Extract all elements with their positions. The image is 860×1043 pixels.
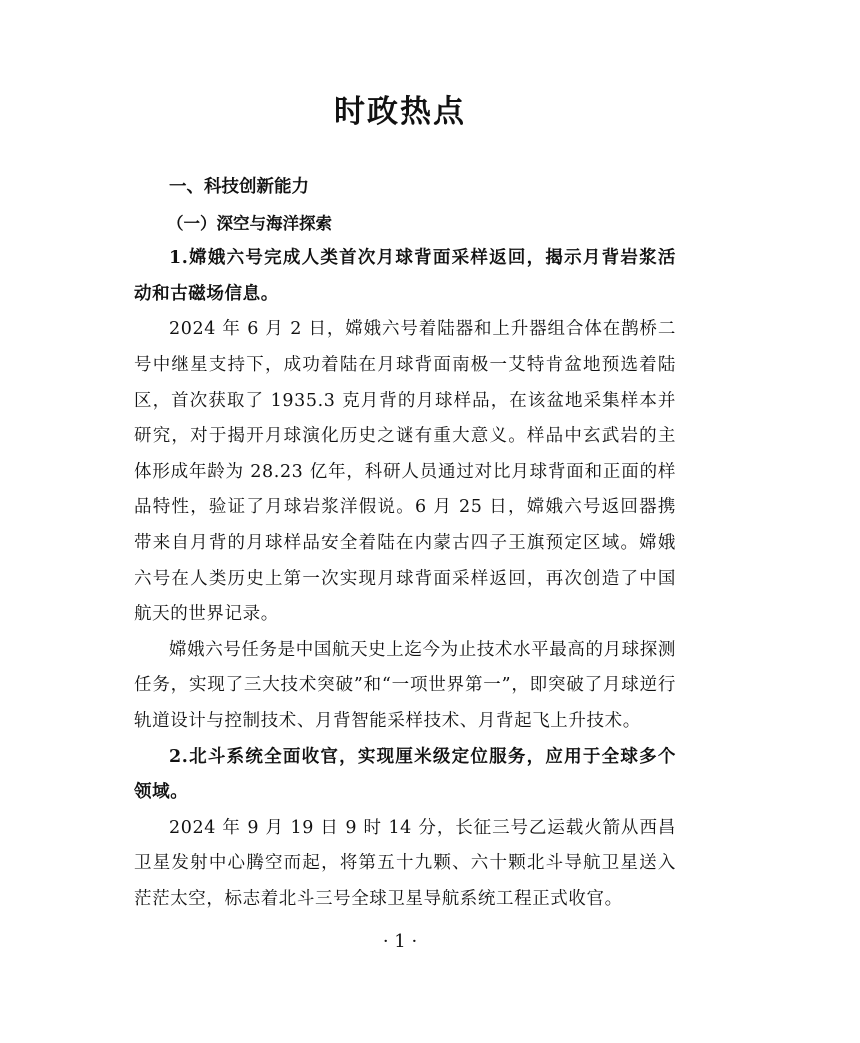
paragraph: 2024 年 9 月 19 日 9 时 14 分，长征三号乙运载火箭从西昌卫星发射中心腾空而起，将第五十九颗、六十颗北斗导航卫星送入茫茫太空，标志着北斗三号全球卫星导航系统工程正式收官。: [134, 817, 676, 909]
paragraph: 2024 年 6 月 2 日，嫦娥六号着陆器和上升器组合体在鹊桥二号中继星支持下，成功着陆在月球背面南极一艾特肯盆地预选着陆区，首次获取了 1935.3 克月背的月球样品，在该盆地采集样本并研究，对于揭开月球演化历史之谜有重大意义。样品中玄武岩的主体形成年龄为 28.23 亿年，科研人员通过对比月球背面和正面的样品特性，验证了月球岩浆洋假说。6 月 25 日，嫦娥六号返回器携带来自月背的月球样品安全着陆在内蒙古四子王旗预定区域。嫦娥六号在人类历史上第一次实现月球背面采样返回，再次创造了中国航天的世界记录。: [134, 319, 676, 625]
item-heading: 2.北斗系统全面收官，实现厘米级定位服务，应用于全球多个领域。: [134, 746, 676, 803]
section-heading: 一、科技创新能力: [169, 177, 309, 197]
subsection-heading: （一）深空与海洋探索: [167, 213, 332, 233]
paragraph: 嫦娥六号任务是中国航天史上迄今为止技术水平最高的月球探测任务，实现了三大技术突破”和“一项世界第一”，即突破了月球逆行轨道设计与控制技术、月背智能采样技术、月背起飞上升技术。: [134, 639, 676, 731]
document-body: [134, 170, 676, 917]
page-number: · 1 ·: [382, 931, 418, 952]
page-title: 时政热点: [334, 94, 466, 130]
item-heading: 1.嫦娥六号完成人类首次月球背面采样返回，揭示月背岩浆活动和古磁场信息。: [134, 248, 676, 304]
